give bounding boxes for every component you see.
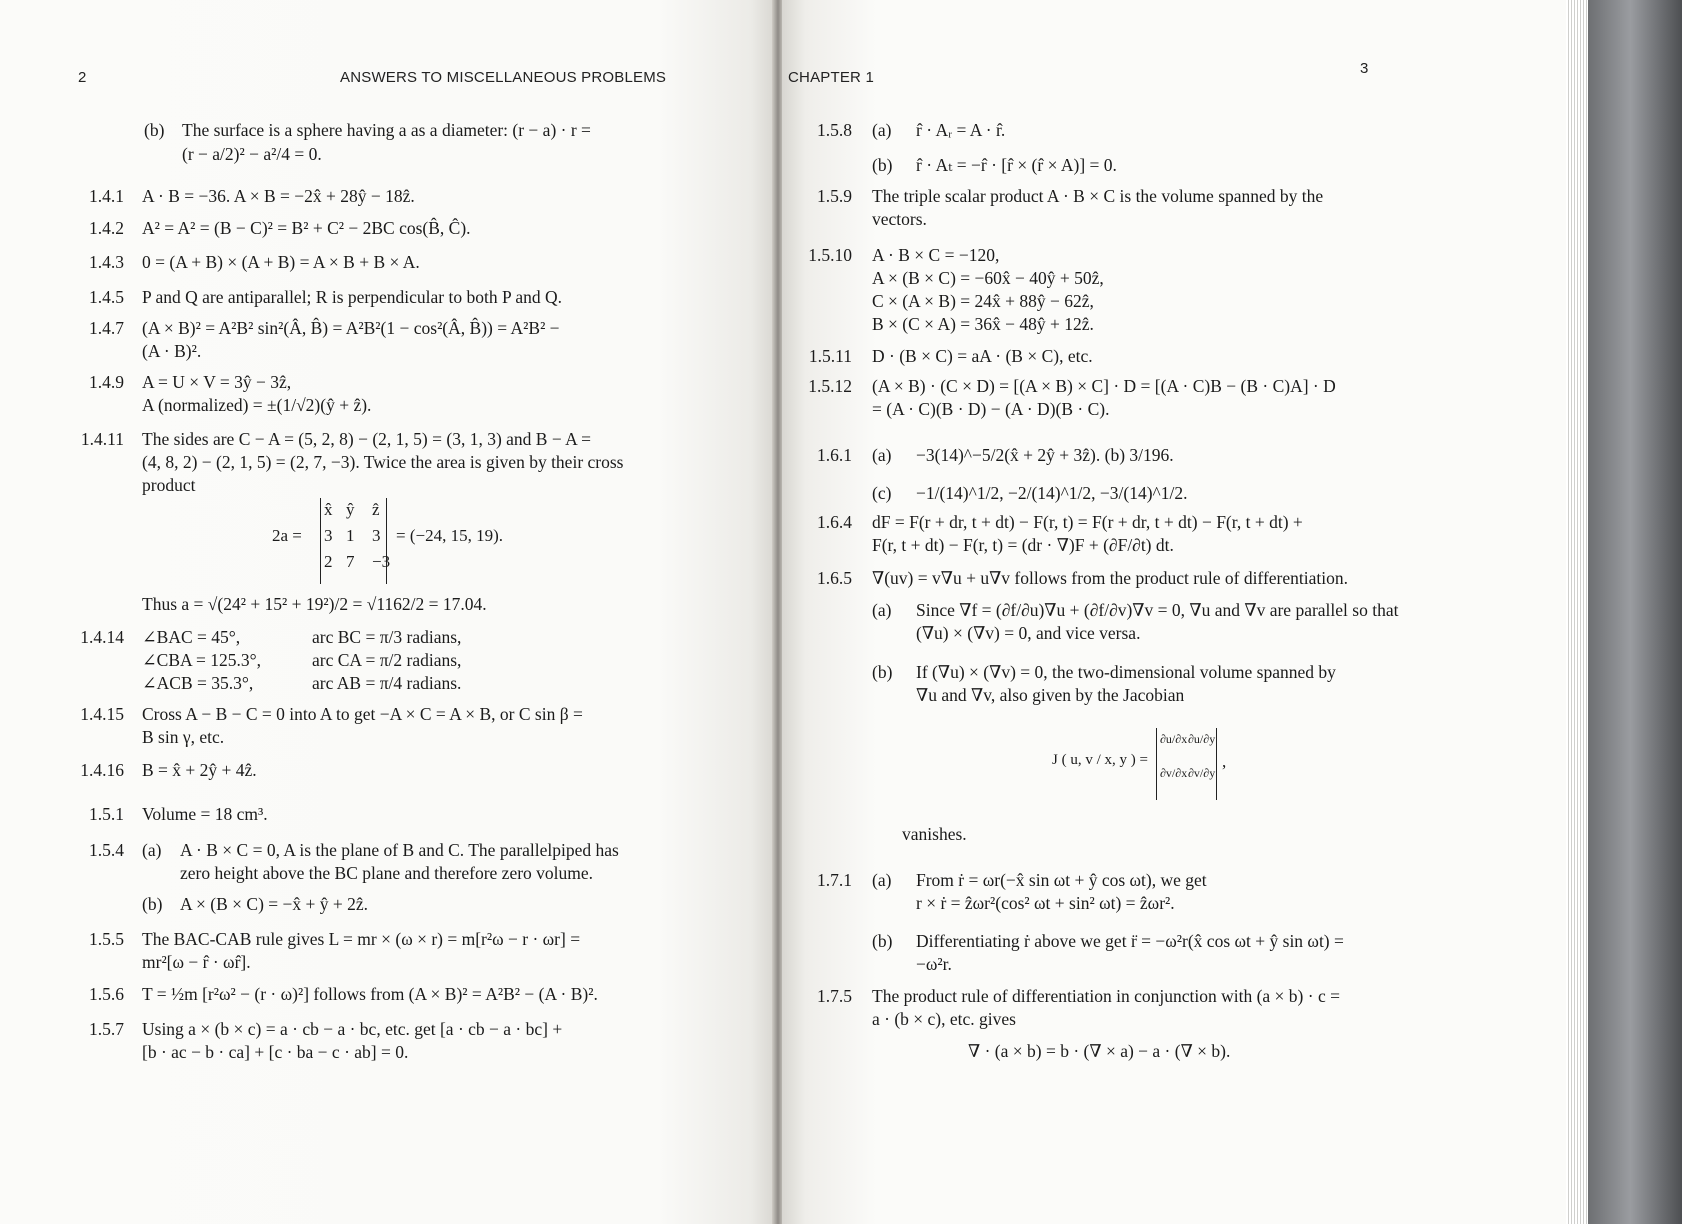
answer-line: Since ∇f = (∂f/∂u)∇u + (∂f/∂v)∇v = 0, ∇u and ∇v are parallel so that	[916, 600, 1399, 620]
problem-number: 1.5.1	[89, 804, 124, 824]
answer-line: B sin γ, etc.	[142, 727, 225, 747]
answer-line: −3(14)^−5/2(x̂ + 2ŷ + 3ẑ). (b) 3/196.	[916, 445, 1174, 465]
jacobian-determinant	[1052, 728, 1302, 800]
answer-line: (A × B)² = A²B² sin²(Â, B̂) = A²B²(1 − cos²(Â, B̂)) = A²B² −	[142, 318, 560, 338]
determinant-cell: 2	[324, 552, 333, 571]
answer-line: T = ½m [r²ω² − (r · ω)²] follows from (A × B)² = A²B² − (A · B)².	[142, 984, 598, 1004]
answer-line: (r − a/2)² − a²/4 = 0.	[182, 144, 322, 164]
part-label: (a)	[872, 445, 892, 465]
answer-line: (4, 8, 2) − (2, 1, 5) = (2, 7, −3). Twice the area is given by their cross	[142, 452, 624, 472]
part-label: (a)	[142, 840, 162, 860]
answer-line: Cross A − B − C = 0 into A to get −A × C = A × B, or C sin β =	[142, 704, 583, 724]
answer-line: A × (B × C) = −x̂ + ŷ + 2ẑ.	[180, 894, 369, 914]
answer-line: vectors.	[872, 209, 927, 229]
answer-line: r × ṙ = ẑωr²(cos² ωt + sin² ωt) = ẑωr².	[916, 893, 1175, 913]
answer-line: The triple scalar product A · B × C is the volume spanned by the	[872, 186, 1324, 206]
final-identity: ∇ · (a × b) = b · (∇ × a) − a · (∇ × b).	[968, 1041, 1231, 1061]
answer-line: If (∇u) × (∇v) = 0, the two-dimensional volume spanned by	[916, 662, 1336, 682]
answer-line: The surface is a sphere having a as a diameter: (r − a) · r =	[182, 120, 591, 140]
answer-line: Using a × (b × c) = a · cb − a · bc, etc. get [a · cb − a · bc] +	[142, 1019, 563, 1039]
answer-line: A · B = −36. A × B = −2x̂ + 28ŷ − 18ẑ.	[142, 186, 415, 206]
answer-line: A · B × C = 0, A is the plane of B and C. The parallelpiped has	[180, 840, 619, 860]
problem-number: 1.6.1	[817, 445, 852, 465]
problem-number: 1.5.4	[89, 840, 124, 860]
jacobian-cell: ∂v/∂y	[1188, 766, 1216, 780]
problem-number: 1.6.5	[817, 568, 852, 588]
answer-line: r̂ · Aₜ = −r̂ · [r̂ × (r̂ × A)] = 0.	[916, 155, 1117, 175]
answer-line: −ω²r.	[916, 954, 952, 974]
answer-line: a · (b × c), etc. gives	[872, 1009, 1016, 1029]
jacobian-lhs: J ( u, v / x, y ) =	[1052, 752, 1148, 768]
answer-line: Differentiating ṙ above we get r̈ = −ω²r(x̂ cos ωt + ŷ sin ωt) =	[916, 931, 1344, 951]
problem-number: 1.4.9	[89, 372, 124, 392]
answer-line: ∠BAC = 45°,	[142, 627, 241, 647]
problem-number: 1.4.1	[89, 186, 124, 206]
determinant-cell: −3	[372, 552, 391, 571]
answer-line: A × (B × C) = −60x̂ − 40ŷ + 50ẑ,	[872, 268, 1104, 288]
cross-product-determinant	[272, 498, 572, 584]
answer-line: (A × B) · (C × D) = [(A × B) × C] · D = [(A · C)B − (B · C)A] · D	[872, 376, 1336, 396]
problem-number: 1.4.2	[89, 218, 124, 238]
page-number-left: 2	[78, 69, 87, 86]
answer-line: r̂ · Aᵣ = A · r̂.	[916, 120, 1006, 140]
answer-line: The BAC-CAB rule gives L = mr × (ω × r) = m[r²ω − r · ωr] =	[142, 929, 581, 949]
answer-line: P and Q are antiparallel; R is perpendicular to both P and Q.	[142, 287, 563, 307]
jacobian-cell: ∂v/∂x	[1160, 766, 1188, 780]
answer-line: A · B × C = −120,	[872, 245, 1000, 265]
left-page	[0, 0, 774, 1224]
running-head-right: CHAPTER 1	[788, 69, 874, 86]
determinant-cell: ẑ	[372, 500, 380, 519]
problem-number: 1.5.10	[808, 245, 852, 265]
problem-number: 1.5.12	[808, 376, 852, 396]
problem-number: 1.4.5	[89, 287, 124, 307]
problem-number: 1.4.14	[80, 627, 124, 647]
problem-number: 1.7.1	[817, 870, 852, 890]
answer-line: zero height above the BC plane and therefore zero volume.	[180, 863, 594, 883]
problem-number: 1.5.11	[808, 346, 852, 366]
answer-line: product	[142, 475, 196, 495]
answer-line: D · (B × C) = aA · (B × C), etc.	[872, 346, 1093, 366]
answer-line: The sides are C − A = (5, 2, 8) − (2, 1, 5) = (3, 1, 3) and B − A =	[142, 429, 592, 449]
answer-line-col2: arc AB = π/4 radians.	[312, 673, 462, 693]
answer-line: B = x̂ + 2ŷ + 4ẑ.	[142, 760, 257, 780]
answer-line: The product rule of differentiation in conjunction with (a × b) · c =	[872, 986, 1340, 1006]
part-label: (a)	[872, 600, 892, 620]
answer-line: Volume = 18 cm³.	[142, 804, 268, 824]
determinant-lhs: 2a =	[272, 526, 302, 545]
jacobian-bar-left	[1156, 728, 1157, 800]
answer-line-col2: arc BC = π/3 radians,	[312, 627, 462, 647]
page-edges	[1566, 0, 1588, 1224]
vanishes-text: vanishes.	[902, 824, 967, 844]
part-label: (a)	[872, 120, 892, 140]
answer-line: mr²[ω − r̂ · ωr̂].	[142, 952, 251, 972]
part-label: (c)	[872, 483, 892, 503]
page-number-right: 3	[1360, 60, 1369, 77]
answer-line: (∇u) × (∇v) = 0, and vice versa.	[916, 623, 1141, 643]
answer-line: ∇u and ∇v, also given by the Jacobian	[916, 685, 1185, 705]
problem-number: 1.4.3	[89, 252, 124, 272]
problem-number: 1.6.4	[817, 512, 852, 532]
answer-line: A (normalized) = ±(1/√2)(ŷ + ẑ).	[142, 395, 372, 415]
answer-line: A = U × V = 3ŷ − 3ẑ,	[142, 372, 292, 392]
part-label: (b)	[872, 155, 893, 175]
jacobian-cell: ∂u/∂y	[1188, 732, 1216, 746]
answer-line: ∠CBA = 125.3°,	[142, 650, 262, 670]
answer-line: [b · ac − b · ca] + [c · ba − c · ab] = 0.	[142, 1042, 409, 1062]
right-page	[782, 0, 1568, 1224]
problem-number: 1.5.6	[89, 984, 124, 1004]
answer-line: A² = A² = (B − C)² = B² + C² − 2BC cos(B̂, Ĉ).	[142, 218, 471, 238]
part-label: (a)	[872, 870, 892, 890]
problem-number: 1.5.7	[89, 1019, 124, 1039]
jacobian-comma: ,	[1222, 752, 1227, 771]
answer-line: (A · B)².	[142, 341, 202, 361]
background-surface	[1588, 0, 1682, 1224]
determinant-cell: 7	[346, 552, 355, 571]
part-label: (b)	[872, 931, 893, 951]
answer-line: F(r, t + dt) − F(r, t) = (dr · ∇)F + (∂F/∂t) dt.	[872, 535, 1174, 555]
problem-number: 1.5.8	[817, 120, 852, 140]
problem-number: 1.4.7	[89, 318, 124, 338]
part-label: (b)	[142, 894, 163, 914]
determinant-cell: ŷ	[346, 500, 355, 519]
answer-line: From ṙ = ωr(−x̂ sin ωt + ŷ cos ωt), we get	[916, 870, 1207, 890]
part-label: (b)	[872, 662, 893, 682]
problem-number: 1.5.9	[817, 186, 852, 206]
answer-line: ∇(uv) = v∇u + u∇v follows from the product rule of differentiation.	[872, 568, 1348, 588]
running-head-left: ANSWERS TO MISCELLANEOUS PROBLEMS	[340, 69, 667, 86]
answer-line: −1/(14)^1/2, −2/(14)^1/2, −3/(14)^1/2.	[916, 483, 1188, 503]
determinant-cell: 3	[372, 526, 381, 545]
answer-line: 0 = (A + B) × (A + B) = A × B + B × A.	[142, 252, 420, 272]
problem-number: 1.4.11	[80, 429, 124, 449]
determinant-rhs: = (−24, 15, 19).	[396, 526, 503, 545]
answer-line: = (A · C)(B · D) − (A · D)(B · C).	[872, 399, 1110, 419]
answer-line: dF = F(r + dr, t + dt) − F(r, t) = F(r + dr, t + dt) − F(r, t + dt) +	[872, 512, 1303, 532]
answer-line: C × (A × B) = 24x̂ + 88ŷ − 62ẑ,	[872, 291, 1094, 311]
problem-number: 1.4.15	[80, 704, 124, 724]
answer-line: B × (C × A) = 36x̂ − 48ŷ + 12ẑ.	[872, 314, 1094, 334]
determinant-bar-left	[320, 498, 321, 584]
area-result: Thus a = √(24² + 15² + 19²)/2 = √1162/2 = 17.04.	[142, 594, 487, 614]
determinant-cell: x̂	[324, 500, 333, 519]
problem-number: 1.5.5	[89, 929, 124, 949]
problem-number: 1.7.5	[817, 986, 852, 1006]
problem-number: 1.4.16	[80, 760, 124, 780]
answer-line-col2: arc CA = π/2 radians,	[312, 650, 462, 670]
determinant-cell: 1	[346, 526, 355, 545]
jacobian-bar-right	[1216, 728, 1217, 800]
jacobian-cell: ∂u/∂x	[1160, 732, 1188, 746]
answer-line: ∠ACB = 35.3°,	[142, 673, 254, 693]
determinant-cell: 3	[324, 526, 333, 545]
part-label: (b)	[144, 120, 165, 140]
